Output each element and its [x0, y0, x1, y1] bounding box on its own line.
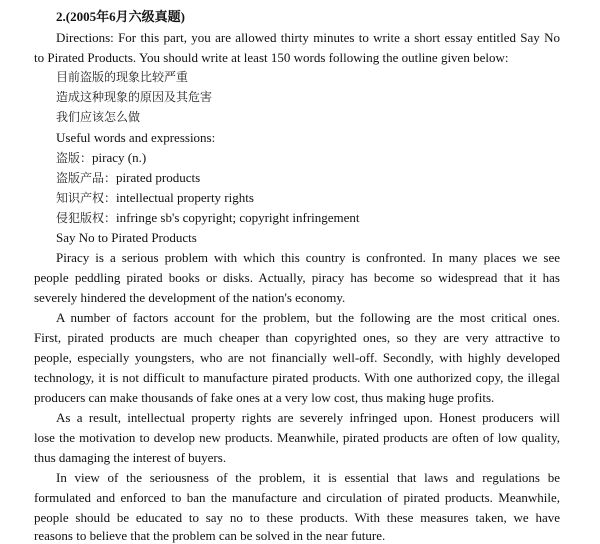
essay-paragraph-2-line: people, especially youngsters, who are not financially well-off. Secondly, with highly developed — [34, 350, 560, 365]
essay-paragraph-2-line: producers can make thousands of fake ones at a very low cost, thus making huge profits. — [34, 390, 495, 405]
glossary-term-cn: 盗版产品： — [56, 171, 117, 185]
essay-title: Say No to Pirated Products — [56, 230, 197, 245]
outline-item: 造成这种现象的原因及其危害 — [56, 90, 213, 104]
essay-paragraph-4-line: formulated and enforced to ban the manufacture and circulation of pirated products. Meanwhile, — [34, 490, 560, 505]
essay-paragraph-4-line: people should be educated to say no to these products. With these measures taken, we have — [34, 510, 560, 525]
essay-paragraph-2-line: A number of factors account for the problem, but the following are the most critical ones. — [56, 310, 560, 325]
glossary-term-en: intellectual property rights — [116, 190, 254, 205]
outline-item: 我们应该怎么做 — [56, 110, 141, 124]
glossary-item — [56, 190, 254, 205]
essay-paragraph-1-line: severely hindered the development of the nation's economy. — [34, 290, 346, 305]
glossary-term-cn: 知识产权： — [56, 191, 117, 205]
essay-paragraph-1-line: people peddling pirated books or disks. Actually, piracy has become so widespread that it has — [34, 270, 560, 285]
essay-paragraph-3-line: thus damaging the interest of buyers. — [34, 450, 227, 465]
glossary-item — [56, 210, 360, 225]
essay-paragraph-4-line: reasons to believe that the problem can be solved in the near future. — [34, 528, 386, 543]
question-heading: 2.(2005年6月六级真题) — [56, 9, 185, 24]
glossary-term-cn: 盗版： — [56, 151, 93, 165]
glossary-term-cn: 侵犯版权： — [56, 211, 117, 225]
essay-paragraph-3-line: lose the motivation to develop new products. Meanwhile, pirated products are often of low quality, — [34, 430, 560, 445]
glossary-item — [56, 150, 146, 165]
glossary-term-en: infringe sb's copyright; copyright infringement — [116, 210, 360, 225]
glossary-term-en: piracy (n.) — [92, 150, 147, 165]
essay-paragraph-2-line: technology, it is not difficult to manufacture pirated products. With one authorized copy, the illegal — [34, 370, 560, 385]
glossary-term-en: pirated products — [116, 170, 201, 185]
essay-paragraph-3-line: As a result, intellectual property rights are severely infringed upon. Honest producers will — [56, 410, 560, 425]
essay-paragraph-2-line: First, pirated products are much cheaper than copyrighted ones, so they are very attractive to — [34, 330, 560, 345]
useful-words-heading: Useful words and expressions: — [56, 130, 216, 145]
directions-line: Directions: For this part, you are allowed thirty minutes to write a short essay entitled Say No — [56, 30, 560, 45]
essay-paragraph-4-line: In view of the seriousness of the problem, it is essential that laws and regulations be — [56, 470, 560, 485]
essay-paragraph-1-line: Piracy is a serious problem with which this country is confronted. In many places we see — [56, 250, 560, 265]
directions-line: to Pirated Products. You should write at least 150 words following the outline given below: — [34, 50, 509, 65]
glossary-item — [56, 170, 200, 185]
outline-item: 目前盗版的现象比较严重 — [56, 70, 189, 84]
